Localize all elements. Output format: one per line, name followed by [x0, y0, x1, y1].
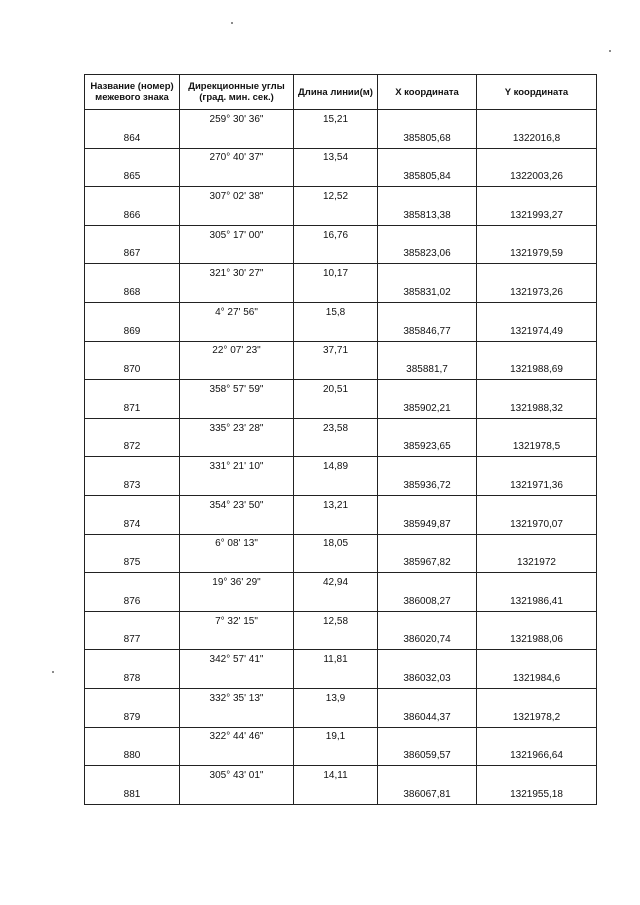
x-coordinate-cell: 385923,65 [378, 438, 477, 457]
line-length-cell: 23,58 [294, 418, 378, 437]
y-coordinate-cell: 1321970,07 [477, 515, 597, 534]
line-length-cell: 16,76 [294, 225, 378, 244]
point-name-cell: 869 [85, 322, 180, 341]
x-coordinate-cell: 385823,06 [378, 245, 477, 264]
x-coordinate-cell: 385936,72 [378, 476, 477, 495]
line-length-cell [294, 669, 378, 688]
point-row [85, 669, 597, 688]
header-direction-angle: Дирекционные углы (град. мин. сек.) [180, 75, 294, 110]
table-body [85, 110, 597, 805]
y-coordinate-cell: 1321988,32 [477, 399, 597, 418]
x-coordinate-cell: 385813,38 [378, 206, 477, 225]
point-row [85, 746, 597, 765]
y-coordinate-cell: 1321988,06 [477, 631, 597, 650]
line-length-cell [294, 746, 378, 765]
line-length-cell [294, 245, 378, 264]
x-coordinate-cell: 386044,37 [378, 708, 477, 727]
segment-row [85, 573, 597, 592]
x-coordinate-cell [378, 264, 477, 283]
direction-angle-cell: 19° 36' 29" [180, 573, 294, 592]
y-coordinate-cell: 1321966,64 [477, 746, 597, 765]
x-coordinate-cell: 386008,27 [378, 592, 477, 611]
line-length-cell [294, 515, 378, 534]
segment-row [85, 225, 597, 244]
direction-angle-cell [180, 167, 294, 186]
direction-angle-cell [180, 553, 294, 572]
segment-row [85, 302, 597, 321]
point-row [85, 167, 597, 186]
y-coordinate-cell [477, 766, 597, 785]
direction-angle-cell [180, 245, 294, 264]
header-point-name: Название (номер) межевого знака [85, 75, 180, 110]
x-coordinate-cell: 385967,82 [378, 553, 477, 572]
point-name-cell [85, 727, 180, 746]
point-name-cell [85, 264, 180, 283]
line-length-cell [294, 129, 378, 148]
line-length-cell: 42,94 [294, 573, 378, 592]
y-coordinate-cell: 1322003,26 [477, 167, 597, 186]
y-coordinate-cell [477, 573, 597, 592]
point-row [85, 322, 597, 341]
point-name-cell [85, 187, 180, 206]
point-name-cell [85, 148, 180, 167]
point-row [85, 438, 597, 457]
y-coordinate-cell: 1321974,49 [477, 322, 597, 341]
segment-row [85, 187, 597, 206]
y-coordinate-cell [477, 341, 597, 360]
y-coordinate-cell: 1321978,2 [477, 708, 597, 727]
segment-row [85, 341, 597, 360]
x-coordinate-cell [378, 225, 477, 244]
line-length-cell: 13,54 [294, 148, 378, 167]
direction-angle-cell: 358° 57' 59" [180, 380, 294, 399]
point-name-cell [85, 225, 180, 244]
segment-row [85, 110, 597, 129]
direction-angle-cell [180, 283, 294, 302]
y-coordinate-cell [477, 534, 597, 553]
point-name-cell: 871 [85, 399, 180, 418]
point-row [85, 592, 597, 611]
y-coordinate-cell [477, 495, 597, 514]
y-coordinate-cell [477, 187, 597, 206]
line-length-cell: 15,21 [294, 110, 378, 129]
segment-row [85, 264, 597, 283]
segment-row [85, 766, 597, 785]
x-coordinate-cell: 386032,03 [378, 669, 477, 688]
point-name-cell [85, 110, 180, 129]
direction-angle-cell [180, 322, 294, 341]
line-length-cell [294, 399, 378, 418]
direction-angle-cell: 332° 35' 13" [180, 688, 294, 707]
x-coordinate-cell [378, 495, 477, 514]
line-length-cell: 18,05 [294, 534, 378, 553]
point-row [85, 245, 597, 264]
x-coordinate-cell [378, 688, 477, 707]
point-row [85, 708, 597, 727]
x-coordinate-cell [378, 380, 477, 399]
segment-row [85, 611, 597, 630]
point-name-cell: 872 [85, 438, 180, 457]
line-length-cell: 19,1 [294, 727, 378, 746]
y-coordinate-cell [477, 688, 597, 707]
point-name-cell [85, 418, 180, 437]
boundary-coordinates-table [84, 74, 597, 805]
line-length-cell: 12,58 [294, 611, 378, 630]
point-row [85, 283, 597, 302]
x-coordinate-cell [378, 727, 477, 746]
line-length-cell [294, 553, 378, 572]
y-coordinate-cell: 1322016,8 [477, 129, 597, 148]
x-coordinate-cell: 385831,02 [378, 283, 477, 302]
direction-angle-cell [180, 399, 294, 418]
y-coordinate-cell: 1321988,69 [477, 360, 597, 379]
point-name-cell: 865 [85, 167, 180, 186]
y-coordinate-cell [477, 418, 597, 437]
x-coordinate-cell: 386059,57 [378, 746, 477, 765]
y-coordinate-cell: 1321978,5 [477, 438, 597, 457]
line-length-cell [294, 592, 378, 611]
x-coordinate-cell [378, 341, 477, 360]
direction-angle-cell [180, 746, 294, 765]
point-row [85, 360, 597, 379]
point-name-cell [85, 495, 180, 514]
y-coordinate-cell [477, 302, 597, 321]
scan-speck [609, 50, 611, 52]
line-length-cell: 10,17 [294, 264, 378, 283]
y-coordinate-cell: 1321986,41 [477, 592, 597, 611]
direction-angle-cell: 270° 40' 37" [180, 148, 294, 167]
direction-angle-cell [180, 515, 294, 534]
x-coordinate-cell [378, 187, 477, 206]
point-name-cell: 880 [85, 746, 180, 765]
x-coordinate-cell [378, 457, 477, 476]
scan-speck [52, 671, 54, 673]
direction-angle-cell [180, 206, 294, 225]
header-x-coordinate: X координата [378, 75, 477, 110]
line-length-cell: 20,51 [294, 380, 378, 399]
point-name-cell [85, 766, 180, 785]
y-coordinate-cell: 1321973,26 [477, 283, 597, 302]
point-name-cell: 879 [85, 708, 180, 727]
y-coordinate-cell: 1321955,18 [477, 785, 597, 804]
direction-angle-cell: 322° 44' 46" [180, 727, 294, 746]
direction-angle-cell: 22° 07' 23" [180, 341, 294, 360]
direction-angle-cell [180, 129, 294, 148]
y-coordinate-cell: 1321993,27 [477, 206, 597, 225]
line-length-cell: 12,52 [294, 187, 378, 206]
point-row [85, 631, 597, 650]
point-name-cell: 877 [85, 631, 180, 650]
y-coordinate-cell [477, 148, 597, 167]
x-coordinate-cell: 386020,74 [378, 631, 477, 650]
segment-row [85, 418, 597, 437]
direction-angle-cell [180, 708, 294, 727]
segment-row [85, 727, 597, 746]
y-coordinate-cell [477, 457, 597, 476]
y-coordinate-cell [477, 727, 597, 746]
point-row [85, 785, 597, 804]
segment-row [85, 688, 597, 707]
point-name-cell: 881 [85, 785, 180, 804]
line-length-cell [294, 476, 378, 495]
y-coordinate-cell [477, 650, 597, 669]
line-length-cell: 37,71 [294, 341, 378, 360]
direction-angle-cell: 307° 02' 38" [180, 187, 294, 206]
x-coordinate-cell [378, 534, 477, 553]
x-coordinate-cell: 385805,68 [378, 129, 477, 148]
y-coordinate-cell [477, 110, 597, 129]
point-row [85, 476, 597, 495]
point-name-cell [85, 380, 180, 399]
x-coordinate-cell [378, 148, 477, 167]
scan-speck [231, 22, 233, 24]
point-name-cell: 873 [85, 476, 180, 495]
line-length-cell [294, 206, 378, 225]
point-name-cell [85, 650, 180, 669]
direction-angle-cell: 6° 08' 13" [180, 534, 294, 553]
y-coordinate-cell [477, 380, 597, 399]
point-name-cell [85, 611, 180, 630]
header-line-length: Длина линии(м) [294, 75, 378, 110]
direction-angle-cell: 7° 32' 15" [180, 611, 294, 630]
line-length-cell [294, 631, 378, 650]
x-coordinate-cell [378, 302, 477, 321]
direction-angle-cell: 342° 57' 41" [180, 650, 294, 669]
segment-row [85, 148, 597, 167]
direction-angle-cell: 259° 30' 36" [180, 110, 294, 129]
x-coordinate-cell: 385902,21 [378, 399, 477, 418]
line-length-cell [294, 360, 378, 379]
line-length-cell: 14,11 [294, 766, 378, 785]
point-name-cell [85, 302, 180, 321]
point-name-cell [85, 573, 180, 592]
line-length-cell: 13,9 [294, 688, 378, 707]
direction-angle-cell: 331° 21' 10" [180, 457, 294, 476]
segment-row [85, 495, 597, 514]
segment-row [85, 534, 597, 553]
direction-angle-cell [180, 669, 294, 688]
x-coordinate-cell: 385949,87 [378, 515, 477, 534]
x-coordinate-cell: 385881,7 [378, 360, 477, 379]
table-header-row [85, 75, 597, 110]
header-y-coordinate: Y координата [477, 75, 597, 110]
point-name-cell: 870 [85, 360, 180, 379]
direction-angle-cell [180, 592, 294, 611]
x-coordinate-cell: 386067,81 [378, 785, 477, 804]
direction-angle-cell: 305° 43' 01" [180, 766, 294, 785]
segment-row [85, 650, 597, 669]
point-row [85, 399, 597, 418]
line-length-cell: 11,81 [294, 650, 378, 669]
point-name-cell: 875 [85, 553, 180, 572]
direction-angle-cell [180, 785, 294, 804]
x-coordinate-cell: 385846,77 [378, 322, 477, 341]
direction-angle-cell: 305° 17' 00" [180, 225, 294, 244]
x-coordinate-cell [378, 418, 477, 437]
direction-angle-cell: 4° 27' 56" [180, 302, 294, 321]
direction-angle-cell [180, 476, 294, 495]
x-coordinate-cell [378, 573, 477, 592]
point-name-cell: 876 [85, 592, 180, 611]
point-name-cell [85, 688, 180, 707]
direction-angle-cell: 335° 23' 28" [180, 418, 294, 437]
line-length-cell [294, 167, 378, 186]
line-length-cell [294, 708, 378, 727]
direction-angle-cell: 321° 30' 27" [180, 264, 294, 283]
direction-angle-cell [180, 438, 294, 457]
point-name-cell: 864 [85, 129, 180, 148]
y-coordinate-cell [477, 611, 597, 630]
segment-row [85, 380, 597, 399]
y-coordinate-cell: 1321979,59 [477, 245, 597, 264]
point-name-cell: 878 [85, 669, 180, 688]
direction-angle-cell: 354° 23' 50" [180, 495, 294, 514]
x-coordinate-cell: 385805,84 [378, 167, 477, 186]
line-length-cell [294, 438, 378, 457]
line-length-cell: 13,21 [294, 495, 378, 514]
point-name-cell: 874 [85, 515, 180, 534]
point-row [85, 553, 597, 572]
line-length-cell [294, 322, 378, 341]
point-name-cell: 867 [85, 245, 180, 264]
point-name-cell: 866 [85, 206, 180, 225]
x-coordinate-cell [378, 650, 477, 669]
y-coordinate-cell: 1321972 [477, 553, 597, 572]
point-name-cell: 868 [85, 283, 180, 302]
point-name-cell [85, 457, 180, 476]
point-row [85, 515, 597, 534]
x-coordinate-cell [378, 766, 477, 785]
line-length-cell [294, 785, 378, 804]
point-row [85, 206, 597, 225]
y-coordinate-cell: 1321971,36 [477, 476, 597, 495]
point-name-cell [85, 341, 180, 360]
y-coordinate-cell: 1321984,6 [477, 669, 597, 688]
y-coordinate-cell [477, 225, 597, 244]
line-length-cell: 14,89 [294, 457, 378, 476]
y-coordinate-cell [477, 264, 597, 283]
line-length-cell: 15,8 [294, 302, 378, 321]
x-coordinate-cell [378, 611, 477, 630]
line-length-cell [294, 283, 378, 302]
point-row [85, 129, 597, 148]
segment-row [85, 457, 597, 476]
x-coordinate-cell [378, 110, 477, 129]
direction-angle-cell [180, 631, 294, 650]
point-name-cell [85, 534, 180, 553]
direction-angle-cell [180, 360, 294, 379]
